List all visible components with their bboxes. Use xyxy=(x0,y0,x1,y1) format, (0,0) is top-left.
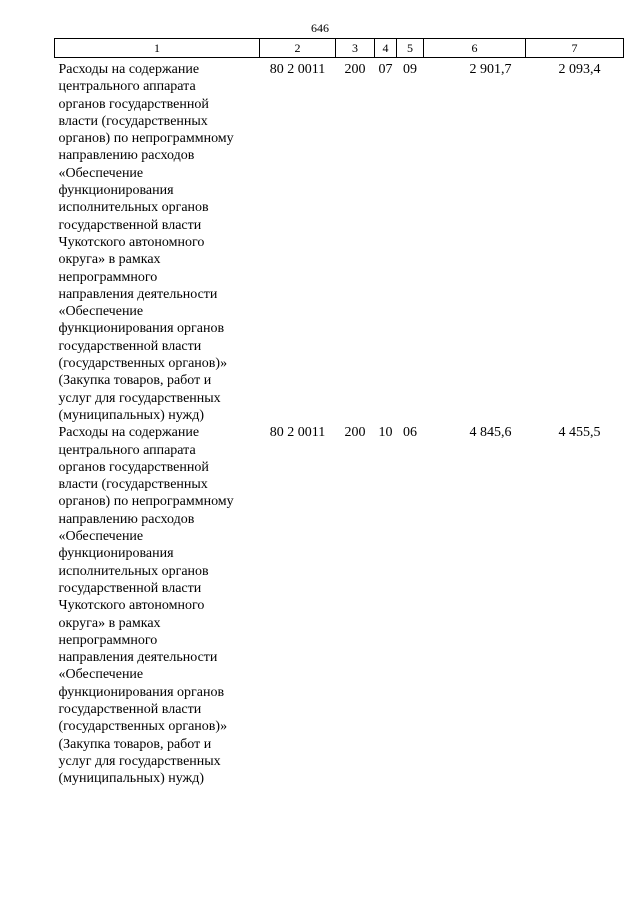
section-code: 10 xyxy=(378,425,393,441)
column-header-7: 7 xyxy=(526,39,624,58)
description-line: (Закупка товаров, работ и xyxy=(58,373,212,389)
description-line: округа» в рамках xyxy=(58,615,161,631)
description-line: функционирования органов xyxy=(58,321,225,337)
description-line: государственной власти xyxy=(58,580,202,596)
description-line: (муниципальных) нужд) xyxy=(58,407,205,423)
page-number: 646 xyxy=(311,21,329,35)
description-line: функционирования xyxy=(58,183,174,199)
amount-column-7: 4 455,5 xyxy=(558,425,601,441)
table-header xyxy=(55,39,624,58)
description-line: округа» в рамках xyxy=(58,252,161,268)
description-line: направлению расходов xyxy=(58,148,195,164)
budget-table xyxy=(54,38,624,787)
description-line: государственной власти xyxy=(58,701,202,717)
description-line: «Обеспечение xyxy=(58,165,144,181)
expense-type-code: 200 xyxy=(344,425,366,441)
description-line: направления деятельности xyxy=(58,650,218,666)
description-line: услуг для государственных xyxy=(58,753,221,769)
description-line: органов) по непрограммному xyxy=(58,494,234,510)
table-body xyxy=(55,58,624,788)
description-line: власти (государственных xyxy=(58,113,208,129)
target-article-code: 80 2 0011 xyxy=(269,425,326,441)
column-header-2: 2 xyxy=(260,39,336,58)
target-article-code: 80 2 0011 xyxy=(269,62,326,77)
description-line: функционирования xyxy=(58,546,174,562)
description-line: услуг для государственных xyxy=(58,390,221,406)
description-line: исполнительных органов xyxy=(58,563,209,579)
column-header-3: 3 xyxy=(336,39,375,58)
amount-column-6: 4 845,6 xyxy=(469,425,512,441)
description-line: непрограммного xyxy=(58,269,158,285)
row-description xyxy=(55,424,260,787)
description-line: (муниципальных) нужд) xyxy=(58,771,205,787)
description-line: исполнительных органов xyxy=(58,200,209,216)
description-line: направлению расходов xyxy=(58,511,195,527)
description-line: государственной власти xyxy=(58,338,202,354)
description-line: Расходы на содержание xyxy=(58,62,200,77)
description-line: власти (государственных xyxy=(58,477,208,493)
description-line: (Закупка товаров, работ и xyxy=(58,736,212,752)
description-line: направления деятельности xyxy=(58,286,218,302)
amount-column-6: 2 901,7 xyxy=(469,62,512,77)
subsection-code: 09 xyxy=(403,62,417,77)
description-line: центрального аппарата xyxy=(58,442,196,458)
column-header-5: 5 xyxy=(397,39,424,58)
description-line: органов) по непрограммному xyxy=(58,131,234,147)
description-line: органов государственной xyxy=(58,96,209,112)
expense-type-code: 200 xyxy=(344,62,366,77)
description-line: центрального аппарата xyxy=(58,79,196,95)
description-line: органов государственной xyxy=(58,459,209,475)
description-line: Расходы на содержание xyxy=(58,425,200,441)
description-line: Чукотского автономного xyxy=(58,234,205,250)
row-description xyxy=(55,58,260,425)
description-line: «Обеспечение xyxy=(58,667,144,683)
description-line: государственной власти xyxy=(58,217,202,233)
table-row xyxy=(55,58,624,425)
header-row xyxy=(55,39,624,58)
table-row xyxy=(55,424,624,787)
column-header-1: 1 xyxy=(55,39,260,58)
description-line: «Обеспечение xyxy=(58,529,144,545)
description-line: функционирования органов xyxy=(58,684,225,700)
description-line: (государственных органов)» xyxy=(58,356,228,372)
description-line: (государственных органов)» xyxy=(58,719,228,735)
column-header-6: 6 xyxy=(424,39,526,58)
description-line: Чукотского автономного xyxy=(58,598,205,614)
description-line: «Обеспечение xyxy=(58,304,144,320)
subsection-code: 06 xyxy=(403,425,417,441)
description-line: непрограммного xyxy=(58,632,158,648)
column-header-4: 4 xyxy=(375,39,397,58)
section-code: 07 xyxy=(378,62,393,77)
amount-column-7: 2 093,4 xyxy=(558,62,601,77)
